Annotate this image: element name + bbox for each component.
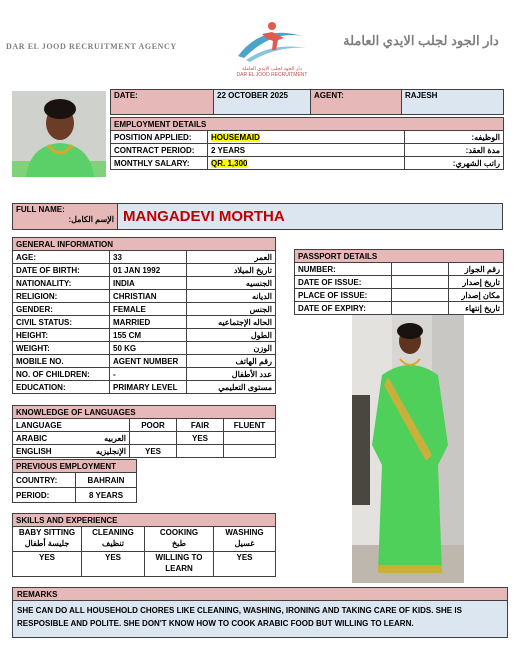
civil-status-value: MARRIED xyxy=(110,316,187,329)
arabic-label-ar: العربيه xyxy=(79,432,130,445)
skill-washing-ar: غسيل xyxy=(234,539,255,548)
passport-number-label: NUMBER: xyxy=(295,263,392,276)
arabic-fair: YES xyxy=(177,432,224,445)
general-info-table xyxy=(12,237,276,394)
skill-cleaning-header xyxy=(82,527,145,552)
age-label: AGE: xyxy=(13,251,110,264)
fair-col-header: FAIR xyxy=(177,419,224,432)
contract-label: CONTRACT PERIOD: xyxy=(111,144,208,157)
english-poor: YES xyxy=(130,445,177,458)
period-value: 8 YEARS xyxy=(76,488,137,503)
religion-label: RELIGION: xyxy=(13,290,110,303)
full-name-label: FULL NAME: xyxy=(16,205,65,214)
skill-cleaning-ar: تنظيف xyxy=(102,539,124,548)
employment-table xyxy=(110,117,504,170)
passport-table xyxy=(294,249,504,315)
arabic-fluent xyxy=(224,432,276,445)
logo-caption-en: DAR EL JOOD RECRUITMENT xyxy=(236,72,308,78)
weight-value: 50 KG xyxy=(110,342,187,355)
country-value: BAHRAIN xyxy=(76,473,137,488)
height-label-ar: الطول xyxy=(187,329,276,342)
children-label: NO. OF CHILDREN: xyxy=(13,368,110,381)
languages-title: KNOWLEDGE OF LANGUAGES xyxy=(13,406,276,419)
skill-cooking-ar: طبخ xyxy=(172,539,186,548)
previous-employment-title: PREVIOUS EMPLOYMENT xyxy=(13,460,137,473)
civil-status-label-ar: الحاله الإجتماعيه xyxy=(187,316,276,329)
skill-washing-header xyxy=(214,527,276,552)
mobile-label-ar: رقم الهاتف xyxy=(187,355,276,368)
remarks-text: SHE CAN DO ALL HOUSEHOLD CHORES LIKE CLEANING, WASHING, IRONING AND TAKING CARE OF KIDS. SHE IS RESPOSIBLE AND POLITE. SHE DON'T KNOW HOW TO COOK ARABIC FOOD BUT WILLING TO LEARN. xyxy=(12,600,508,638)
logo-swoosh-icon xyxy=(232,16,312,64)
education-label-ar: مستوى التعليمي xyxy=(187,381,276,394)
salary-value: QR. 1,300 xyxy=(211,158,248,168)
skill-babysitting-en: BABY SITTING xyxy=(18,528,76,537)
civil-status-label: CIVIL STATUS: xyxy=(13,316,110,329)
nationality-value: INDIA xyxy=(110,277,187,290)
agent-value: RAJESH xyxy=(402,90,504,115)
salary-label-ar: راتب الشهري: xyxy=(405,157,504,170)
gender-value: FEMALE xyxy=(110,303,187,316)
contract-value: 2 YEARS xyxy=(208,144,405,157)
date-label: DATE: xyxy=(111,90,214,115)
education-value: PRIMARY LEVEL xyxy=(110,381,187,394)
skill-babysitting-header xyxy=(13,527,82,552)
skill-cooking-value: WILLING TO LEARN xyxy=(145,552,214,577)
position-label-ar: الوظيفه: xyxy=(405,131,504,144)
passport-place-label: PLACE OF ISSUE: xyxy=(295,289,392,302)
passport-title: PASSPORT DETAILS xyxy=(295,250,504,263)
general-info-title: GENERAL INFORMATION xyxy=(13,238,276,251)
languages-table xyxy=(12,405,276,458)
children-value: - xyxy=(110,368,187,381)
salary-label: MONTHLY SALARY: xyxy=(111,157,208,170)
passport-place-value xyxy=(392,289,449,302)
passport-place-label-ar: مكان إصدار xyxy=(449,289,504,302)
agency-name-en: DAR EL JOOD RECRUITMENT AGENCY xyxy=(6,42,177,51)
weight-label: WEIGHT: xyxy=(13,342,110,355)
nationality-label-ar: الجنسيه xyxy=(187,277,276,290)
english-label: ENGLISH xyxy=(13,445,80,458)
date-value: 22 OCTOBER 2025 xyxy=(214,90,311,115)
passport-issue-date-label: DATE OF ISSUE: xyxy=(295,276,392,289)
english-fair xyxy=(177,445,224,458)
full-name-value-box xyxy=(117,203,503,230)
position-value: HOUSEMAID xyxy=(211,132,260,142)
passport-number-value xyxy=(392,263,449,276)
fluent-col-header: FLUENT xyxy=(224,419,276,432)
education-label: EDUCATION: xyxy=(13,381,110,394)
passport-expiry-value xyxy=(392,302,449,315)
mobile-label: MOBILE NO. xyxy=(13,355,110,368)
language-col-header: LANGUAGE xyxy=(13,419,80,432)
full-name-value: MANGADEVI MORTHA xyxy=(123,208,285,225)
remarks-title: REMARKS xyxy=(12,587,508,601)
religion-label-ar: الديانه xyxy=(187,290,276,303)
date-agent-table xyxy=(110,89,504,115)
height-label: HEIGHT: xyxy=(13,329,110,342)
age-label-ar: العمر xyxy=(187,251,276,264)
nationality-label: NATIONALITY: xyxy=(13,277,110,290)
skills-title: SKILLS AND EXPERIENCE xyxy=(13,514,276,527)
weight-label-ar: الوزن xyxy=(187,342,276,355)
passport-issue-date-value xyxy=(392,276,449,289)
gender-label-ar: الجنس xyxy=(187,303,276,316)
full-name-label-box xyxy=(12,203,118,230)
height-value: 155 CM xyxy=(110,329,187,342)
agency-name-ar: دار الجود لجلب الايدي العاملة xyxy=(343,33,499,48)
mobile-value: AGENT NUMBER xyxy=(110,355,187,368)
age-value: 33 xyxy=(110,251,187,264)
employment-title: EMPLOYMENT DETAILS xyxy=(111,118,504,131)
position-label: POSITION APPLIED: xyxy=(111,131,208,144)
skill-babysitting-ar: جليسة أطفال xyxy=(24,539,70,548)
applicant-photo-small xyxy=(12,91,106,177)
previous-employment-table xyxy=(12,459,137,503)
skill-washing-value: YES xyxy=(214,552,276,577)
skill-cooking-en: COOKING xyxy=(159,528,199,537)
agency-logo xyxy=(232,16,312,76)
skill-washing-en: WASHING xyxy=(225,528,264,537)
poor-col-header: POOR xyxy=(130,419,177,432)
passport-number-label-ar: رقم الجواز xyxy=(449,263,504,276)
dob-label: DATE OF BIRTH: xyxy=(13,264,110,277)
passport-expiry-label-ar: تاريخ إنتهاء xyxy=(449,302,504,315)
dob-label-ar: تاريخ الميلاد xyxy=(187,264,276,277)
skill-cooking-header xyxy=(145,527,214,552)
applicant-photo-full xyxy=(352,315,464,583)
skill-cleaning-value: YES xyxy=(82,552,145,577)
dob-value: 01 JAN 1992 xyxy=(110,264,187,277)
period-label: PERIOD: xyxy=(13,488,76,503)
passport-expiry-label: DATE OF EXPIRY: xyxy=(295,302,392,315)
logo-caption-ar: دار الجود لجلب الايدي العاملة xyxy=(242,66,302,72)
arabic-label: ARABIC xyxy=(13,432,80,445)
language-ar-col-header xyxy=(79,419,130,432)
country-label: COUNTRY: xyxy=(13,473,76,488)
english-fluent xyxy=(224,445,276,458)
agent-label: AGENT: xyxy=(311,90,402,115)
gender-label: GENDER: xyxy=(13,303,110,316)
english-label-ar: الإنجليزيه xyxy=(79,445,130,458)
passport-issue-date-label-ar: تاريخ إصدار xyxy=(449,276,504,289)
contract-label-ar: مدة العقد: xyxy=(405,144,504,157)
full-name-label-ar: الإسم الكامل: xyxy=(68,215,114,224)
religion-value: CHRISTIAN xyxy=(110,290,187,303)
skill-babysitting-value: YES xyxy=(13,552,82,577)
children-label-ar: عدد الأطفال xyxy=(187,368,276,381)
skills-table xyxy=(12,513,276,577)
skill-cleaning-en: CLEANING xyxy=(92,528,134,537)
arabic-poor xyxy=(130,432,177,445)
